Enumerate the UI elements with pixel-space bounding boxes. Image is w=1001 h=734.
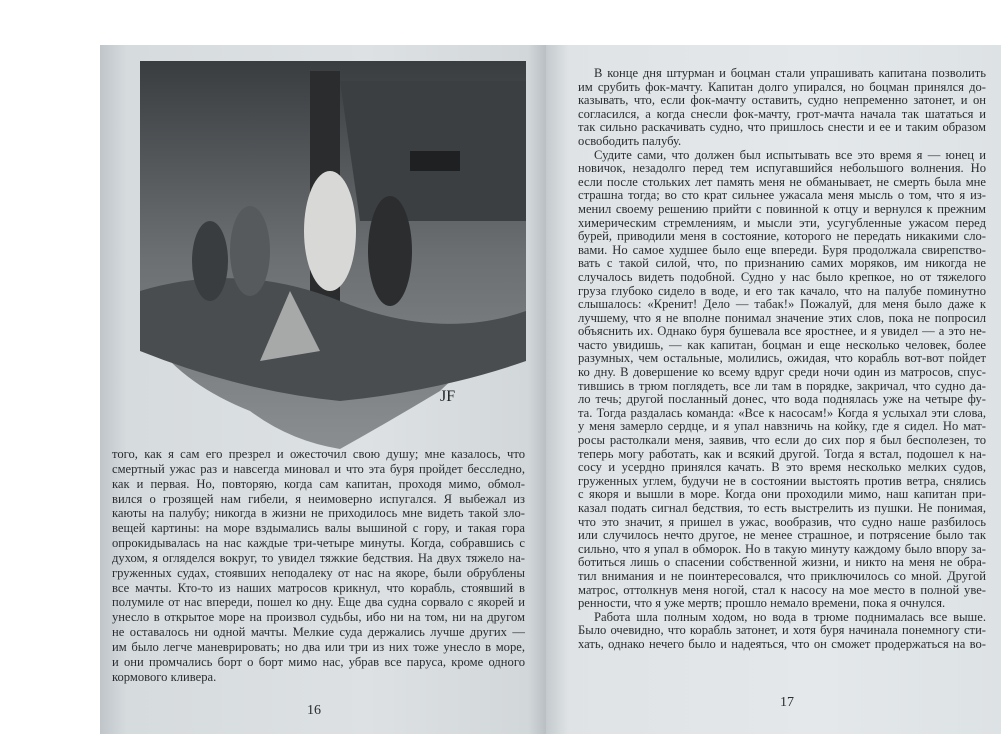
text-line: страшна тогда; во сто крат сильнее ужасала меня мысль о том, что я из- (578, 188, 986, 203)
text-line: бурей, приводили меня в состояние, которого не передать никакими сло- (578, 229, 986, 244)
text-line: сосу и усердно принялся качать. В это время несколько мелких судов, (578, 460, 986, 475)
text-line: матрос, оттолкнув меня ногой, стал к насосу на мое место в полной уве- (578, 582, 986, 597)
right-page-text (578, 67, 986, 652)
text-line: груженных углем, будучи не в состоянии выстоять против ветра, снялись (578, 473, 986, 488)
ship-storm-engraving (140, 61, 526, 449)
text-line: кормового кливера. (112, 669, 217, 684)
text-line: так сильно раскачивать судно, что пришлось снести и ее и таким образом (578, 120, 986, 135)
text-line: ренности, что я уже мертв; прошло немало времени, пока я очнулся. (578, 596, 946, 611)
text-line: груженных судах, стоявших неподалеку от нас на якоре, были обрублены (112, 565, 525, 580)
text-line: ботиться лишь о спасении собственной жизни, и никто на меня не обра- (578, 555, 986, 570)
text-line: росы растолкали меня, заявив, что если до сих пор я был бесполезен, то (578, 433, 986, 448)
text-line: разумных, чем остальные, молились, ожидая, что корабль вот-вот пойдет (578, 351, 986, 366)
text-line: вать с такой силой, что, по признанию самих моряков, им никогда не (578, 256, 986, 271)
text-line: им срубить фок-мачту. Капитан долго упирался, но боцман принялся до- (578, 79, 986, 94)
text-line: смертный ужас раз и навсегда миновал и что эта буря пройдет бесследно, (112, 461, 525, 476)
text-line: сильно, что я упал в обморок. Но в такую минуту каждому было впору за- (578, 541, 986, 556)
text-line: казывать, что, если фок-мачту оставить, судно непременно затонет, и он (578, 93, 986, 108)
text-line: груза глубоко сидело в воде, и его так качало, что на палубе поминутно (578, 283, 986, 298)
text-line: все мачты. Кто-то из наших матросов крикнул, что корабль, стоявший в (112, 580, 525, 595)
text-line: вами. Но самое худшее было еще впереди. Буря продолжала свирепство- (578, 242, 986, 257)
text-line: лучшему, что я не вполне понимал значение этих слов, пока не попросил (578, 310, 986, 325)
text-line: объяснить их. Однако буря бушевала все яростнее, и я увидел — а это не- (578, 324, 986, 339)
text-line: с якоря и вышли в море. Когда они проходили мимо, наш капитан при- (578, 487, 986, 502)
engraver-signature: JF (440, 388, 456, 405)
text-line: согласился, а когда снесли фок-мачту, грот-мачта начала так шататься и (578, 106, 986, 121)
text-line: казал подать сигнал бедствия, то есть выстрелить из пушки. Не понимая, (578, 501, 986, 515)
text-line: та. Тогда раздалась команда: «Все к насосам!» Когда я услыхал эти слова, (578, 405, 986, 420)
text-line: новичок, незадолго перед тем испугавшийся небольшого волнения. Но (578, 161, 986, 176)
text-line: опрокидывалась на нас каждые три-четыре минуты. Когда, собравшись с (112, 536, 525, 551)
text-line: вился о грозящей нам гибели, я неимоверно испугался. Я выбежал из (112, 491, 525, 506)
text-line: каюты на палубу; никогда в жизни не приходилось мне видеть такой зло- (112, 506, 525, 521)
text-line: часто увидишь, — как капитан, боцман и еще несколько человек, более (578, 337, 986, 352)
text-line: ко дну. В довершение ко всему вдруг среди ночи один из матросов, спус- (578, 365, 986, 380)
text-line: теперь могу работать, как и всякий другой. Тогда я встал, подошел к на- (578, 446, 986, 461)
text-line: если после стольких лет память меня не обманывает, не смерть была мне (578, 174, 986, 189)
text-line: хать, однако нечего было и надеяться, что он сможет продержаться на во- (578, 636, 986, 651)
text-line: как и первая. Но, повторяю, когда сам капитан, проходя мимо, обмол- (112, 476, 525, 491)
page-number: 17 (780, 695, 794, 710)
text-line: В конце дня штурман и боцман стали упрашивать капитана позволить (594, 66, 986, 80)
text-line: духом, я огляделся вокруг, то увидел тяжкие бедствия. На двух тяжело на- (112, 550, 525, 565)
text-line: тил внимания и не поинтересовался, что приключилось со мной. Другой (578, 568, 986, 583)
text-line: Было очевидно, что корабль затонет, и хотя буря начинала понемногу сти- (578, 623, 986, 638)
left-page (100, 45, 546, 734)
text-line: Судите сами, что должен был испытывать все это время я — юнец и (594, 147, 986, 162)
text-line: ло течь; другой посланный донес, что вода поднялась уже на четыре фу- (578, 392, 986, 407)
text-line: Работа шла полным ходом, но вода в трюме поднималась все выше. (594, 609, 986, 624)
right-page (546, 45, 1001, 734)
text-line: не оставалось ни одной мачты. Мелкие суда держались лучше других — (112, 625, 525, 640)
text-line: или случилось нечто другое, не менее страшное, и потрясение было так (578, 528, 986, 543)
text-line: случалось видеть подобной. Судно у нас было крепкое, но от тяжелого (578, 269, 986, 284)
text-line: химерическим стремлениям, и мысли эти, усугубленные ужасом перед (578, 215, 986, 230)
text-line: того, как я сам его презрел и ожесточил свою душу; мне казалось, что (112, 447, 525, 461)
text-line: тившись в трюм поглядеть, все ли там в порядке, закричал, что судно да- (578, 378, 986, 393)
text-line: что это значит, я пришел в ужас, вообразив, что судно наше разбилось (578, 514, 986, 529)
text-line: слышалось: «Кренит! Дело — табак!» Пожалуй, для меня было даже к (578, 297, 986, 312)
text-line: у меня замерло сердце, и я упал навзничь на койку, где я сидел. Но мат- (578, 419, 986, 434)
text-line: полумиле от нас впереди, пошел ко дну. Еще два судна сорвало с якорей и (112, 595, 525, 610)
left-page-text (112, 447, 525, 685)
text-line: вещей картины: на море вздымались валы вышиной с гору, и такая гора (112, 521, 525, 536)
text-line: освободить палубу. (578, 133, 682, 148)
text-line: им было легче маневрировать; но два или три из них тоже унесло в море, (112, 639, 525, 654)
text-line: унесло в открытое море на произвол судьбы, ибо ни на том, ни на другом (112, 610, 525, 625)
page-number: 16 (307, 703, 321, 718)
text-line: и они промчались борт о борт мимо нас, убрав все паруса, кроме одного (112, 654, 525, 669)
text-line: менил своему решению прийти с повинной к отцу и вернулся к прежним (578, 201, 986, 216)
